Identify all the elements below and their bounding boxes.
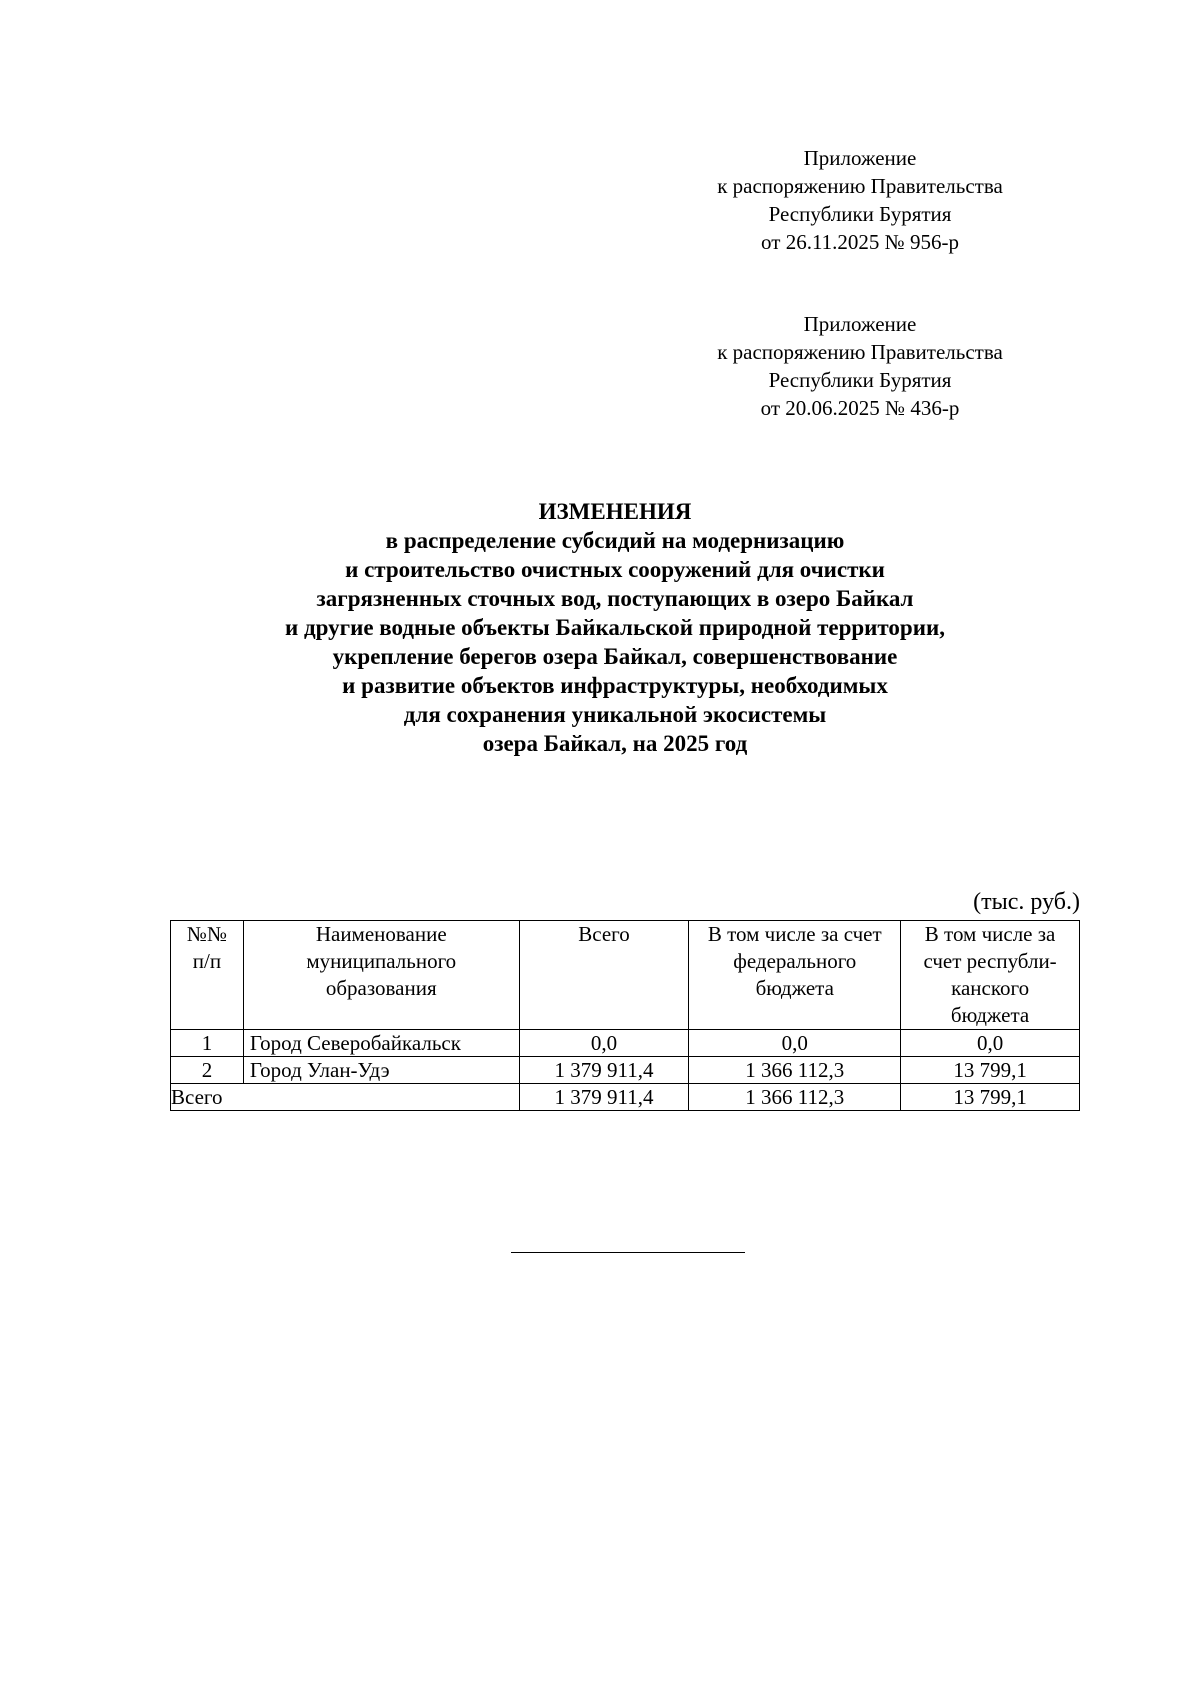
title-line: загрязненных сточных вод, поступающих в озеро Байкал [316,586,914,611]
cell-number: 2 [171,1057,244,1084]
units-label: (тыс. руб.) [973,889,1080,915]
appendix-label: Приложение [803,146,917,170]
total-label: Всего [171,1084,520,1111]
end-divider [511,1252,745,1253]
cell-republic: 13 799,1 [901,1057,1080,1084]
appendix-label: Приложение [803,312,917,336]
header-text: муниципального [306,949,457,973]
cell-federal: 0,0 [689,1030,901,1057]
cell-total: 1 379 911,4 [519,1084,689,1111]
document-title [150,497,1080,758]
title-line: и развитие объектов инфраструктуры, необходимых [342,673,888,698]
appendix-header-original [700,310,1020,422]
header-text: В том числе за счет [707,922,882,946]
header-text: В том числе за [924,922,1056,946]
title-line: ИЗМЕНЕНИЯ [538,499,692,524]
title-line: для сохранения уникальной экосистемы [403,702,827,727]
cell-total: 0,0 [519,1030,689,1057]
cell-republic: 0,0 [901,1030,1080,1057]
title-line: озера Байкал, на 2025 год [482,731,748,756]
header-text: Всего [578,922,630,946]
header-republic [901,921,1080,1030]
cell-republic: 13 799,1 [901,1084,1080,1111]
cell-total: 1 379 911,4 [519,1057,689,1084]
subsidy-table [170,920,1080,1111]
appendix-header-current [700,144,1020,256]
cell-federal: 1 366 112,3 [689,1057,901,1084]
table-row [171,1057,1080,1084]
cell-federal: 1 366 112,3 [689,1084,901,1111]
header-text: бюджета [950,1003,1030,1027]
header-text: федерального [733,949,857,973]
title-line: и строительство очистных сооружений для очистки [345,557,885,582]
table-header-row [171,921,1080,1030]
appendix-ref: Республики Бурятия [768,202,952,226]
cell-municipality: Город Улан-Удэ [243,1057,519,1084]
header-number [171,921,244,1030]
header-municipality [243,921,519,1030]
header-text: п/п [192,949,222,973]
header-text: №№ [186,922,227,946]
header-total [519,921,689,1030]
title-line: укрепление берегов озера Байкал, совершенствование [332,644,898,669]
header-federal [689,921,901,1030]
header-text: Наименование [315,922,447,946]
appendix-ref: Республики Бурятия [768,368,952,392]
header-text: бюджета [755,976,834,1000]
cell-number: 1 [171,1030,244,1057]
table-row [171,1030,1080,1057]
header-text: образования [325,976,437,1000]
cell-municipality: Город Северобайкальск [243,1030,519,1057]
title-line: и другие водные объекты Байкальской природной территории, [285,615,945,640]
header-text: канского [951,976,1030,1000]
appendix-date-number: от 26.11.2025 № 956-р [761,230,959,254]
header-text: счет республи- [923,949,1057,973]
title-line: в распределение субсидий на модернизацию [385,528,845,553]
appendix-ref: к распоряжению Правительства [717,340,1003,364]
appendix-date-number: от 20.06.2025 № 436-р [760,396,960,420]
table-total-row [171,1084,1080,1111]
appendix-ref: к распоряжению Правительства [717,174,1003,198]
